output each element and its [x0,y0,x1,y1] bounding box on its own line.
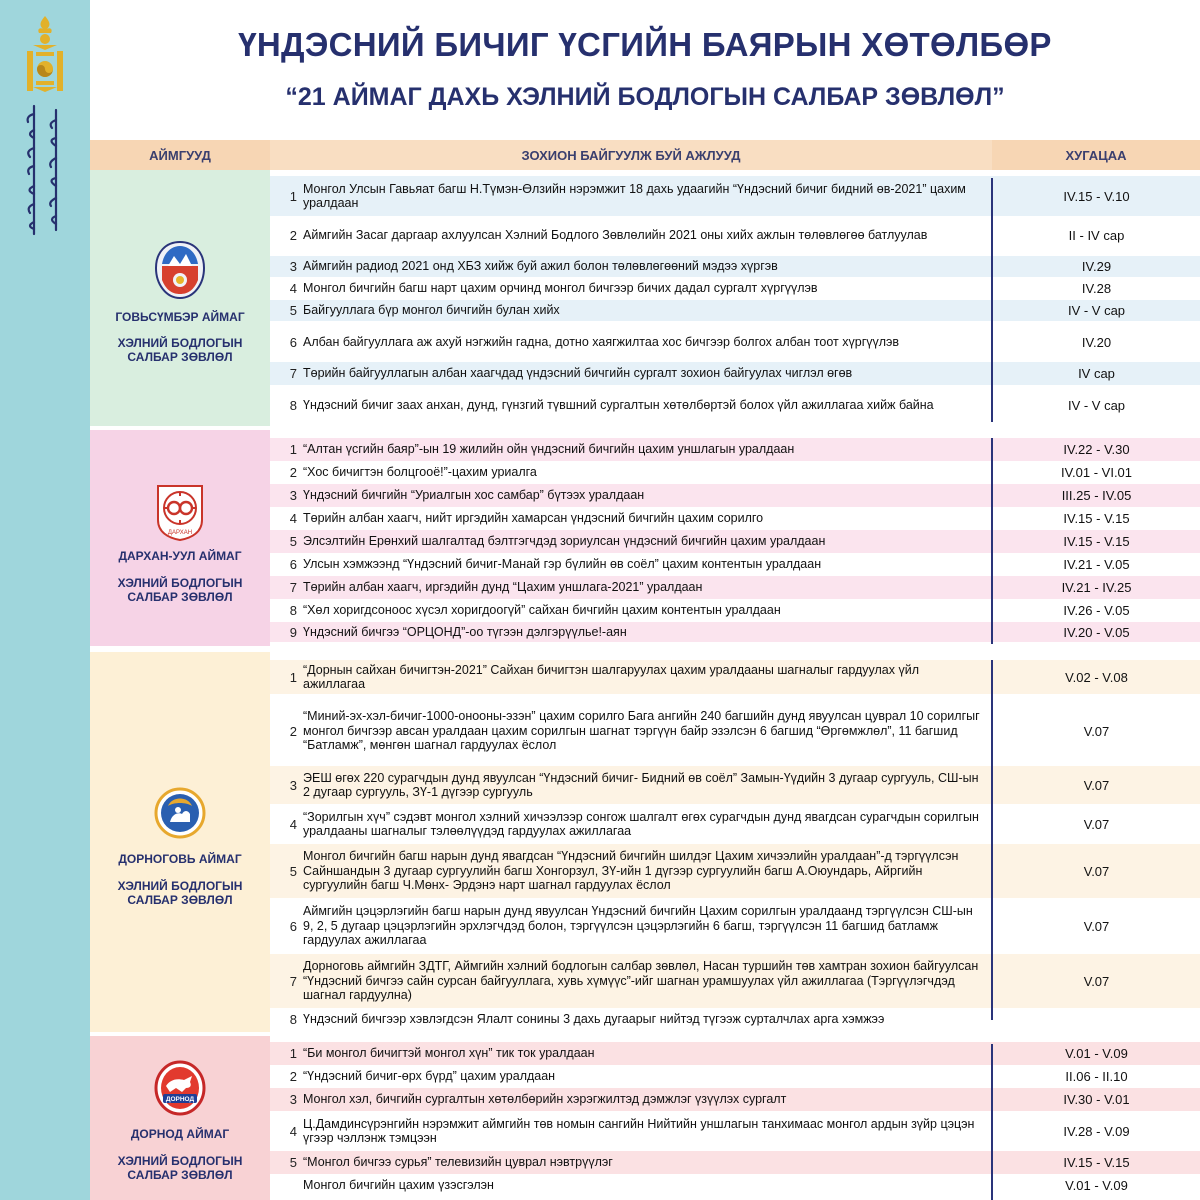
term-value [993,1008,1200,1030]
task-text: Улсын хэмжээнд “Үндэсний бичиг-Манай гэр бүлийн өв соёл” цахим контентын уралдаан [303,557,822,572]
task-text: Үндэсний бичгийн “Уриалгын хос самбар” бүтээх уралдаан [303,488,645,503]
task-text: Монгол бичгийн багш нарын дунд явагдсан “Үндэсний бичгийн шилдэг Цахим хичээлийн уралдаан”-д тэргүүлсэн Сайншандын 3 дугаар сургуулийн багш Хонгорзул, ЗҮ-ийн 1 дүгээр сургуулийн багш А.Оюундарь, Айргийн сургуулийн багш Ч.Мөнх- Эрдэнэ нарт шагнал гардуулах ёслол [303,849,959,893]
row-number: 7 [289,580,297,595]
task-description [303,256,983,277]
term-value: IV.21 - IV.25 [1061,580,1132,595]
darkhan-emblem-icon [154,482,206,542]
task-description [303,1042,983,1065]
row-number: 5 [289,534,297,549]
row-number: 2 [289,1069,297,1084]
group-name: ДАРХАН-УУЛ АЙМАГ [118,549,242,563]
row-number [270,1174,297,1196]
table-row [270,300,1200,322]
row-number: 4 [289,281,297,296]
row-number: 2 [289,465,297,480]
table-row [270,507,1200,531]
table-row [270,278,1200,300]
column-header-aimag: АЙМГУУД [90,140,270,170]
table-row [270,898,1200,955]
row-number: 5 [289,303,297,318]
task-description [303,1111,983,1151]
task-description [303,660,983,694]
term-value: V.07 [1083,816,1110,832]
row-number: 5 [289,1155,297,1170]
group-left-panel [90,170,270,426]
table-row [270,1151,1200,1175]
group-subtitle-line1: ХЭЛНИЙ БОДЛОГЫН [117,576,243,590]
term-value: IV.29 [1081,259,1112,274]
divider-line [991,1044,993,1200]
group-subtitle-line2: САЛБАР ЗӨВЛӨЛ [127,1168,233,1182]
task-description [303,216,983,254]
task-text: “Монгол бичгээ сурья” телевизийн цуврал нэвтрүүлэг [303,1155,613,1170]
table-row [270,530,1200,554]
task-description [303,322,983,362]
term-value: V.07 [1083,723,1110,739]
divider-line [991,438,993,644]
table-row [270,954,1200,1009]
row-number: 9 [289,624,297,640]
term-value: IV.28 [1081,281,1112,296]
row-number: 3 [289,259,297,274]
task-text: Ц.Дамдинсүрэнгийн нэрэмжит аймгийн төв номын сангийн Нийтийн уншлагын танхимаас монгол ардын зүйр цэцэн үгээр чэллэнж тэмцээн [303,1116,975,1145]
task-description [303,576,983,599]
govisumber-emblem-icon [154,240,206,300]
divider-line [991,660,993,1020]
task-description [303,461,983,484]
task-text: “Хос бичигтэн болцгооё!”-цахим уриалга [303,465,537,480]
term-value: IV.28 - V.09 [1063,1123,1130,1139]
row-number: 3 [289,777,297,793]
term-value: II - IV сар [1068,227,1125,243]
task-text: Монгол Улсын Гавьяат багш Н.Түмэн-Өлзийн нэрэмжит 18 дахь удаагийн “Үндэсний бичиг бидний өв-2021” цахим уралдаан [303,181,966,210]
table-row [270,386,1200,425]
row-number: 4 [289,511,297,526]
task-description [303,300,983,321]
task-text: “Миний-эх-хэл-бичиг-1000-онооны-эзэн” цахим сорилго Бага ангийн 240 багшийн дунд явуулсан цуврал 10 сорилгыг монгол бичгээр авсан уралдаан цахим сорилгын шагнат тэргүүн байр эзэлсэн 6 багшид “Өргөмжлөл”, 11 багшид “Батламж”, мөнгөн шагнал гардуулах ёслол [303,709,980,753]
term-value: IV - V сар [1067,397,1126,413]
task-text: Үндэсний бичгээ “ОРЦОНД”-оо түгээн дэлгэрүүлье!-аян [303,624,627,639]
task-text: Монгол хэл, бичгийн сургалтын хөтөлбөрийн хэрэгжилтэд дэмжлэг үзүүлэх сургалт [303,1092,787,1107]
task-text: Аймгийн Засаг даргаар ахлуулсан Хэлний Бодлого Зөвлөлийн 2021 оны хийх ажлын төлөвлөгөө батлуулав [303,227,928,242]
group-name: ДОРНОГОВЬ АЙМАГ [118,852,242,866]
row-number: 6 [289,334,297,350]
table-row [270,660,1200,695]
term-value: IV.20 - V.05 [1063,624,1130,640]
row-number: 1 [289,188,297,204]
table-row [270,576,1200,600]
term-value: V.02 - V.08 [1065,669,1128,685]
table-row [270,553,1200,577]
task-description [303,696,983,766]
term-value: IV - V сар [1067,303,1126,318]
divider-line [991,178,993,422]
task-description [303,553,983,576]
group-name: ДОРНОД АЙМАГ [130,1127,230,1141]
table-row [270,1042,1200,1066]
row-number: 4 [289,1123,297,1139]
task-text: Төрийн албан хаагч, нийт иргэдийн хамарсан үндэсний бичгийн цахим сорилго [303,511,764,526]
soyombo-icon [24,14,66,96]
column-header-term: ХУГАЦАА [992,140,1200,170]
task-description [303,507,983,530]
mongol-script-icon [16,100,74,240]
term-value: IV.15 - V.10 [1063,188,1130,204]
task-text: Албан байгууллага аж ахуй нэгжийн гадна, дотно хаягжилтаа хос бичгээр болгох албан тоот хүргүүлэв [303,334,900,349]
row-number: 8 [289,603,297,618]
term-value: V.01 - V.09 [1065,1046,1128,1061]
task-text: “Хөл хоригдсоноос хүсэл хоригдоогүй” сайхан бичгийн цахим контентын уралдаан [303,603,781,618]
task-text: “Дорнын сайхан бичигтэн-2021” Сайхан бичигтэн шалгаруулах цахим уралдааны шагналыг гардуулах үйл ажиллагаа [303,662,919,691]
table-row [270,1174,1200,1197]
task-text: Төрийн албан хаагч, иргэдийн дунд “Цахим уншлага-2021” уралдаан [303,580,703,595]
task-description [303,898,983,954]
group-name: ГОВЬСҮМБЭР АЙМАГ [115,310,245,324]
table-row [270,1008,1200,1031]
term-value: IV.15 - V.15 [1063,511,1130,526]
table-row [270,362,1200,386]
term-value: IV сар [1078,366,1115,381]
table-row [270,1111,1200,1152]
svg-text:ДАРХАН: ДАРХАН [167,530,193,536]
row-number: 8 [289,1011,297,1027]
term-value: IV.21 - V.05 [1063,557,1130,572]
task-description [303,622,983,642]
term-value: IV.30 - V.01 [1063,1092,1130,1107]
group-subtitle-line2: САЛБАР ЗӨВЛӨЛ [127,350,233,364]
task-description [303,599,983,622]
term-value: IV.15 - V.15 [1063,534,1130,549]
task-description [303,278,983,299]
task-text: “Би монгол бичигтэй монгол хүн” тик ток уралдаан [303,1046,595,1061]
row-number: 7 [289,366,297,381]
task-description [303,954,983,1008]
task-description [303,804,983,844]
task-text: Үндэсний бичиг заах анхан, дунд, гүнзгий түвшний сургалтын хөтөлбөртэй болох үйл ажиллагаа хийж байна [303,397,934,412]
group-subtitle-line1: ХЭЛНИЙ БОДЛОГЫН [117,336,243,350]
task-text: Үндэсний бичгээр хэвлэгдсэн Ялалт сонины 3 дахь дугаарыг нийтэд түгээж сурталчлах арга хэмжээ [303,1011,885,1026]
task-description [303,1174,983,1196]
group-subtitle-line1: ХЭЛНИЙ БОДЛОГЫН [117,1154,243,1168]
row-number: 2 [289,227,297,243]
task-text: Төрийн байгууллагын албан хаагчдад үндэсний бичгийн сургалт зохион байгуулах чиглэл өгөв [303,366,853,381]
table-row [270,696,1200,767]
row-number: 2 [289,723,297,739]
row-number: 1 [289,442,297,457]
term-value: III.25 - IV.05 [1061,488,1132,503]
task-description [303,438,983,461]
table-row [270,1065,1200,1089]
group-left-panel [90,652,270,1032]
table-row [270,438,1200,462]
task-description [303,1008,983,1030]
table-row [270,256,1200,278]
table-row [270,844,1200,899]
term-value: II.06 - II.10 [1065,1069,1128,1084]
row-number: 1 [289,1046,297,1061]
row-number: 6 [289,918,297,934]
left-sidebar [0,0,90,1200]
task-description [303,362,983,385]
term-value: V.01 - V.09 [1065,1177,1128,1193]
row-number: 8 [289,397,297,413]
table-row [270,461,1200,485]
table-row [270,766,1200,805]
task-text: “Зорилгын хүч” сэдэвт монгол хэлний хичээлээр сонгож шалгалт өгөх сурагчдын дунд явагдсан сурагчдын сорилгын уралдааны шагналыг тэлөөлүүдэд гардуулах ажиллагаа [303,809,979,838]
table-row [270,216,1200,255]
dornogovi-emblem-icon [154,782,206,844]
page-title: ҮНДЭСНИЙ БИЧИГ ҮСГИЙН БАЯРЫН ХӨТӨЛБӨР [238,26,1052,63]
term-value: V.07 [1083,973,1110,989]
group-left-panel [90,1036,270,1200]
task-description [303,766,983,804]
task-description [303,386,983,424]
task-description [303,1151,983,1174]
group-subtitle-line2: САЛБАР ЗӨВЛӨЛ [127,590,233,604]
table-row [270,622,1200,643]
group-left-panel [90,430,270,646]
svg-text:ДОРНОД: ДОРНОД [165,1096,195,1103]
row-number: 7 [289,973,297,989]
term-value: IV.01 - VI.01 [1060,465,1133,480]
row-number: 3 [289,488,297,503]
row-number: 4 [289,816,297,832]
task-text: Аймгийн цэцэрлэгийн багш нарын дунд явуулсан Үндэсний бичгийн Цахим сорилгын уралдаанд тэргүүлсэн СШ-ын 9, 2, 5 дугаар цэцэрлэгийн эрхлэгчдэд болон, тэргүүлсэн цэцэрлэгийн 6 багш, тэргүүлсэн 11 багшид батламж гардуулах ажиллагаа [303,904,973,948]
task-text: Аймгийн радиод 2021 онд ХБЗ хийж буй ажил болон төлөвлөгөөний мэдээ хүргэв [303,259,778,274]
term-value: V.07 [1083,918,1110,934]
term-value: IV.22 - V.30 [1063,442,1130,457]
task-description [303,844,983,898]
column-header-tasks: ЗОХИОН БАЙГУУЛЖ БУЙ АЖЛУУД [270,140,992,170]
task-text: Монгол бичгийн цахим үзэсгэлэн [303,1177,494,1192]
table-row [270,176,1200,217]
task-text: “Үндэсний бичиг-өрх бүрд” цахим уралдаан [303,1069,556,1084]
term-value: IV.20 [1081,334,1112,350]
table-row [270,804,1200,845]
table-row [270,1088,1200,1112]
page-subtitle: “21 АЙМАГ ДАХЬ ХЭЛНИЙ БОДЛОГЫН САЛБАР ЗӨВЛӨЛ” [285,83,1005,111]
term-value: V.07 [1083,863,1110,879]
task-text: Дорноговь аймгийн ЗДТГ, Аймгийн хэлний бодлогын салбар зөвлөл, Насан туршийн төв хамтран зохион байгуулсан “Үндэсний бичгээ сайн сурсан байгууллага, хувь хүмүүс”-ийг шагнан урамшуулах үйл ажиллагаа (Тэргүүлэгчдэд шагнал гардуулна) [303,959,979,1003]
row-number: 1 [289,669,297,685]
row-number: 3 [289,1092,297,1107]
task-description [303,530,983,553]
task-text: Байгууллага бүр монгол бичгийн булан хийх [303,303,560,318]
task-text: Монгол бичгийн багш нарт цахим орчинд монгол бичгээр бичих дадал сургалт хүргүүлэв [303,281,818,296]
term-value: V.07 [1083,777,1110,793]
term-value: IV.26 - V.05 [1063,603,1130,618]
group-subtitle-line2: САЛБАР ЗӨВЛӨЛ [127,893,233,907]
table-row [270,599,1200,623]
table-row [270,484,1200,508]
task-description [303,1088,983,1111]
dornod-emblem-icon [154,1058,206,1118]
term-value: IV.15 - V.15 [1063,1155,1130,1170]
task-text: “Алтан үсгийн баяр”-ын 19 жилийн ойн үндэсний бичгийн цахим уншлагын уралдаан [303,442,795,457]
task-description [303,1065,983,1088]
task-text: Элсэлтийн Ерөнхий шалгалтад бэлтгэгчдэд зориулсан үндэсний бичгийн цахим уралдаан [303,534,826,549]
task-text: ЭЕШ өгөх 220 сурагчдын дунд явуулсан “Үндэсний бичиг- Бидний өв соёл” Замын-Үүдийн 3 дугаар сургууль, СШ-ын 2 дугаар сургууль, ЗҮ-1 дүгээр сургууль [303,770,979,799]
group-subtitle-line1: ХЭЛНИЙ БОДЛОГЫН [117,879,243,893]
header [90,0,1200,140]
row-number: 5 [289,863,297,879]
task-description [303,484,983,507]
row-number: 6 [289,557,297,572]
table-row [270,322,1200,363]
task-description [303,176,983,216]
